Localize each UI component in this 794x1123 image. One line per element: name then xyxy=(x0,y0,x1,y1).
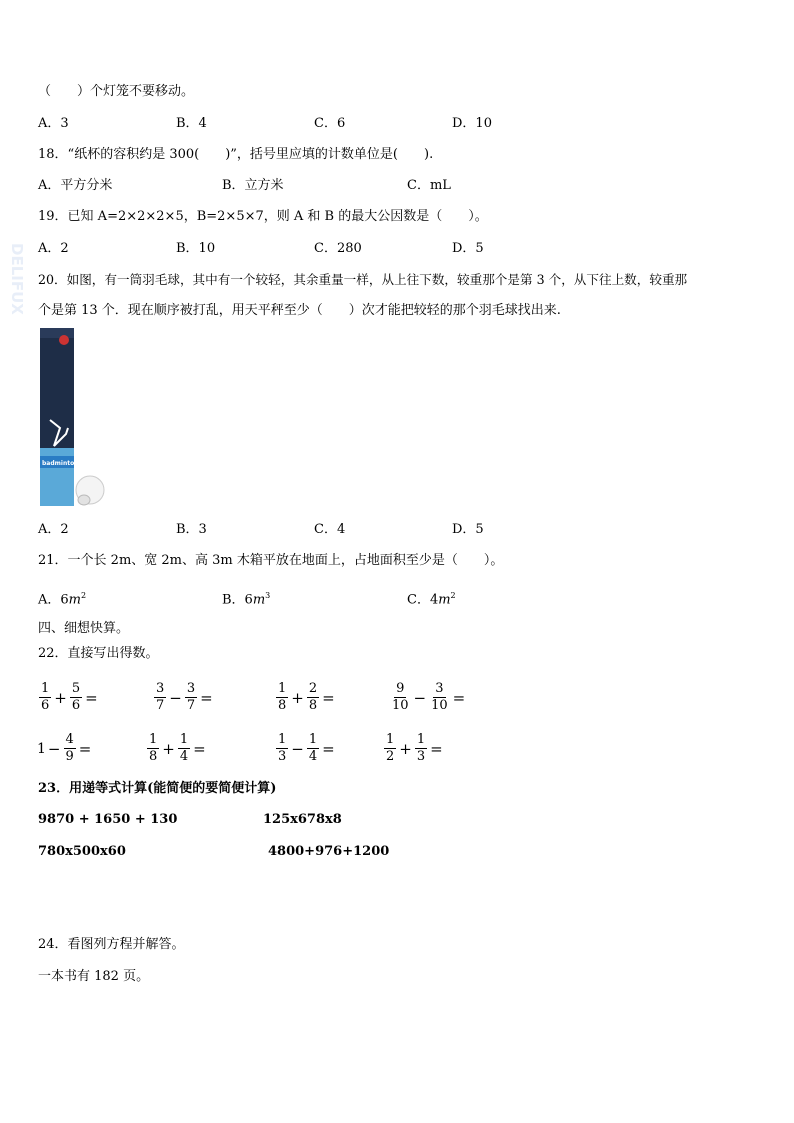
q20-stem-line2: 个是第 13 个．现在顺序被打乱，用天平秤至少（ ）次才能把较轻的那个羽毛球找出来. xyxy=(38,303,561,318)
section4-title: 四、细想快算。 xyxy=(38,621,130,636)
q20-option-a: A．2 xyxy=(38,522,69,537)
q24-stem: 24．看图列方程并解答。 xyxy=(38,937,185,952)
q21-option-b: B．$6m^3$ xyxy=(222,591,271,608)
q22-stem: 22．直接写出得数。 xyxy=(38,646,159,661)
q17-stem: （ ）个灯笼不要移动。 xyxy=(38,84,195,99)
q20-stem-line1: 20．如图，有一筒羽毛球，其中有一个较轻，其余重量一样，从上往下数，较重那个是第 3 个，从下往上数，较重那 xyxy=(38,272,688,287)
q21-option-c: C．$4m^2$ xyxy=(407,591,456,608)
q23-item-2: 125x678x8 xyxy=(263,812,342,827)
q19-option-d: D．5 xyxy=(452,241,484,256)
q17-option-b: B．4 xyxy=(176,116,207,131)
q21-stem: 21．一个长 2m、宽 2m、高 3m 木箱平放在地面上，占地面积至少是（ ）。 xyxy=(38,553,504,568)
q17-option-c: C．6 xyxy=(314,116,346,131)
q23-item-4: 4800+976+1200 xyxy=(268,844,390,859)
q17-option-d: D．10 xyxy=(452,116,492,131)
q23-item-1: 9870 + 1650 + 130 xyxy=(38,812,178,827)
tube-sub-text: badminton xyxy=(42,460,79,467)
q24-text: 一本书有 182 页。 xyxy=(38,969,150,984)
q20-option-c: C．4 xyxy=(314,522,346,537)
q19-stem: 19．已知 A=2×2×2×5，B=2×5×7，则 A 和 B 的最大公因数是（ ）。 xyxy=(38,209,488,224)
q19-option-a: A．2 xyxy=(38,241,69,256)
q22-expr-3: $\frac{1}{8}$ + $\frac{2}{8}$ = xyxy=(278,681,335,713)
q22-expr-7: $\frac{1}{3}$ − $\frac{1}{4}$ = xyxy=(278,732,335,764)
q18-stem: 18．“纸杯的容积约是 300( )”，括号里应填的计数单位是( ). xyxy=(38,147,434,162)
tube-brand-text: DELIFUX xyxy=(8,243,26,315)
q22-expr-6: $\frac{1}{8}$ + $\frac{1}{4}$ = xyxy=(149,732,206,764)
q22-expr-5: 1 − $\frac{4}{9}$ = xyxy=(37,732,92,764)
q19-option-c: C．280 xyxy=(314,241,362,256)
q20-option-b: B．3 xyxy=(176,522,207,537)
q21-option-a: A．$6m^2$ xyxy=(38,591,87,608)
q22-expr-4: $\frac{9}{10}$ − $\frac{3}{10}$ = xyxy=(392,681,466,713)
q23-stem: 23．用递等式计算(能简便的要简便计算) xyxy=(38,781,277,796)
q18-option-c: C．mL xyxy=(407,178,451,193)
q18-option-a: A．平方分米 xyxy=(38,178,113,193)
q20-option-d: D．5 xyxy=(452,522,484,537)
q23-item-3: 780x500x60 xyxy=(38,844,126,859)
q19-option-b: B．10 xyxy=(176,241,216,256)
q22-expr-2: $\frac{3}{7}$ − $\frac{3}{7}$ = xyxy=(156,681,213,713)
q22-expr-1: $\frac{1}{6}$ + $\frac{5}{6}$ = xyxy=(41,681,98,713)
q18-option-b: B．立方米 xyxy=(222,178,284,193)
q17-option-a: A．3 xyxy=(38,116,69,131)
q22-expr-8: $\frac{1}{2}$ + $\frac{1}{3}$ = xyxy=(386,732,443,764)
